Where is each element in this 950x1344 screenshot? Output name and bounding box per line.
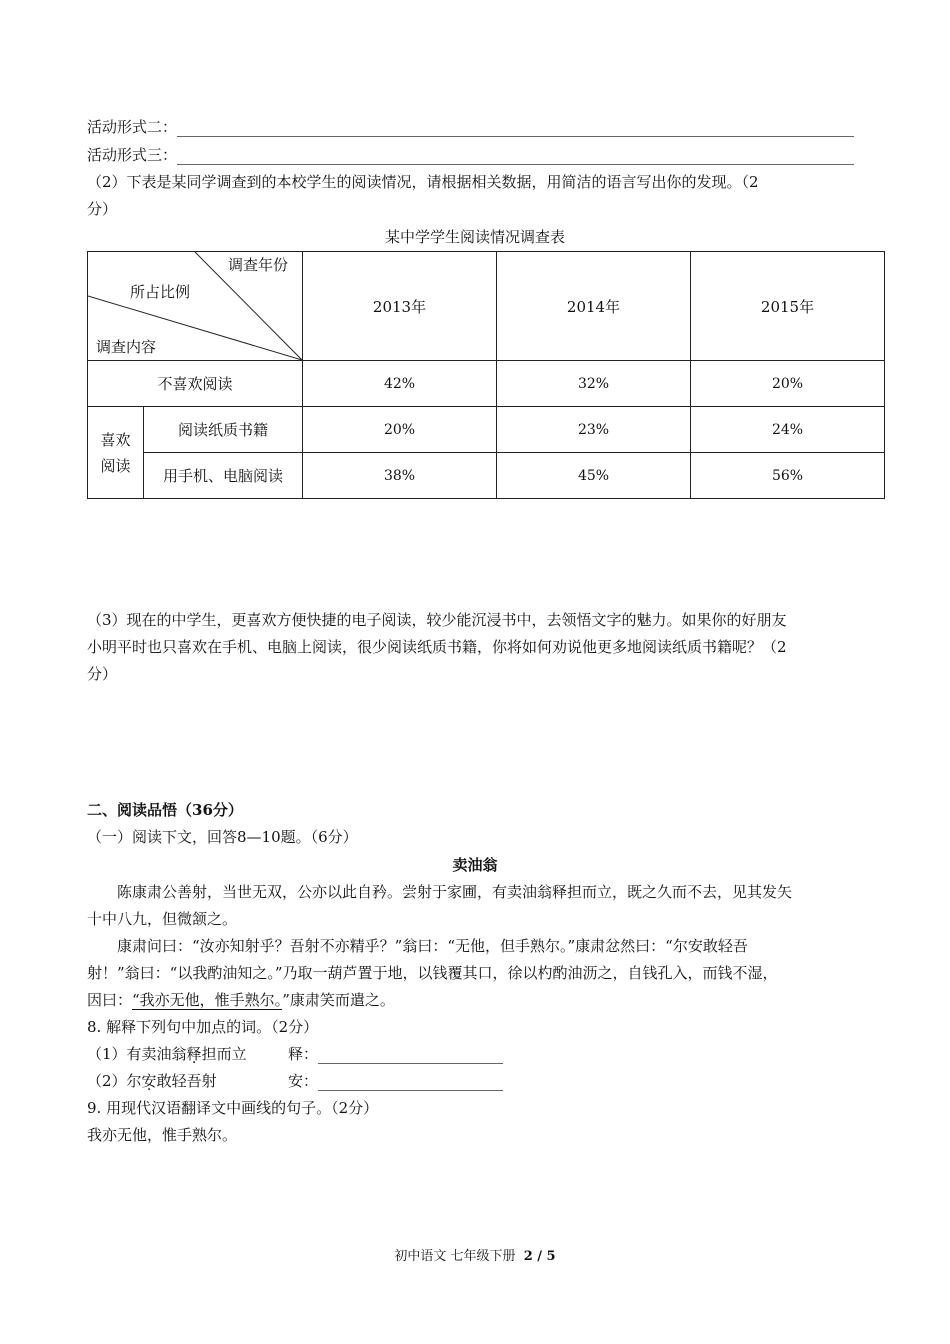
paper-2014: 23%: [497, 407, 691, 453]
year-2013: 2013年: [303, 252, 497, 361]
passage-title: 卖油翁: [452, 856, 498, 874]
activity-form-3-label: 活动形式三：: [87, 146, 178, 164]
digital-2014: 45%: [497, 453, 691, 499]
question-2-line-1: （2）下表是某同学调查到的本校学生的阅读情况，请根据相关数据，用简洁的语言写出你的发现。（2: [87, 173, 759, 191]
q8-item-1-dotted-word: 释: [186, 1045, 202, 1063]
year-2015: 2015年: [691, 252, 885, 361]
activity-form-3: [87, 145, 854, 165]
header-proportion: 所占比例: [130, 283, 191, 301]
footer-page-number: 2 / 5: [523, 1249, 556, 1264]
passage-p2-line-1: 康肃问曰：“汝亦知射乎？吾射不亦精乎？”翁曰：“无他，但手熟尔。”康肃忿然曰：“尔安敢轻吾: [117, 937, 748, 955]
question-3-line-1: （3）现在的中学生，更喜欢方便快捷的电子阅读，较少能沉浸书中，去领悟文字的魅力。如果你的好朋友: [87, 611, 787, 629]
dislike-2015: 20%: [691, 361, 885, 407]
header-survey-year: 调查年份: [228, 256, 289, 274]
digital-2013: 38%: [303, 453, 497, 499]
question-3-line-3: 分）: [87, 665, 118, 683]
activity-form-3-answer-line[interactable]: [177, 148, 854, 165]
q8-item-1-post: 担而立: [201, 1045, 247, 1063]
survey-table: [87, 251, 885, 499]
q8-item-2-post: 敢轻吾射: [156, 1072, 217, 1090]
question-8-item-2-answer: [288, 1071, 503, 1091]
q8-item-1-label: 释：: [288, 1045, 319, 1063]
activity-form-2-label: 活动形式二：: [87, 118, 178, 136]
q8-item-2-label: 安：: [288, 1072, 319, 1090]
activity-form-2-answer-line[interactable]: [177, 120, 854, 137]
paper-2015: 24%: [691, 407, 885, 453]
question-3-line-2: 小明平时也只喜欢在手机、电脑上阅读，很少阅读纸质书籍，你将如何劝说他更多地阅读纸质书籍呢？（2: [87, 638, 787, 656]
question-9-prompt: 9. 用现代汉语翻译文中画线的句子。（2分）: [87, 1099, 379, 1117]
table-title: 某中学学生阅读情况调查表: [384, 228, 565, 246]
underlined-sentence: “我亦无他，惟手熟尔。: [132, 991, 283, 1009]
digital-2015: 56%: [691, 453, 885, 499]
table-row: [88, 407, 885, 453]
section-2-sub-1: （一）阅读下文，回答8—10题。（6分）: [87, 828, 358, 846]
footer-subject: 初中语文 七年级下册: [394, 1249, 516, 1264]
q8-item-2-dotted-word: 安: [141, 1072, 157, 1090]
activity-form-2: [87, 117, 854, 137]
header-survey-content: 调查内容: [96, 338, 157, 356]
q8-item-1-answer-line[interactable]: [318, 1047, 503, 1064]
dislike-2013: 42%: [303, 361, 497, 407]
page-footer: [0, 1247, 950, 1267]
question-2-line-2: 分）: [87, 200, 118, 218]
passage-p2-line-3-prefix: 因曰：: [87, 991, 133, 1009]
table-diagonal-header: [88, 252, 303, 361]
q8-item-1-pre: （1）有卖油翁: [87, 1045, 187, 1063]
passage-p2-line-3-suffix: ”康肃笑而遣之。: [282, 991, 395, 1009]
passage-p1-line-2: 十中八九，但微颔之。: [87, 910, 238, 928]
passage-p2-line-2: 射！”翁曰：“以我酌油知之。”乃取一葫芦置于地，以钱覆其口，徐以杓酌油沥之，自钱孔入，而钱不湿，: [87, 964, 778, 982]
question-8-item-2: [87, 1071, 217, 1091]
year-2014: 2014年: [497, 252, 691, 361]
dislike-reading-label: 不喜欢阅读: [88, 361, 303, 407]
table-row: [88, 361, 885, 407]
table-row: [88, 453, 885, 499]
q8-item-2-answer-line[interactable]: [318, 1074, 503, 1091]
passage-p1-line-1: 陈康肃公善射，当世无双，公亦以此自矜。尝射于家圃，有卖油翁释担而立，既之久而不去，见其发矢: [117, 883, 793, 901]
question-9-sentence: 我亦无他，惟手熟尔。: [87, 1126, 238, 1144]
like-reading-label: 喜欢阅读: [88, 407, 144, 499]
digital-reading-label: 用手机、电脑阅读: [144, 453, 303, 499]
dislike-2014: 32%: [497, 361, 691, 407]
question-8-item-1: [87, 1044, 247, 1064]
paper-2013: 20%: [303, 407, 497, 453]
passage-p2-line-3: [87, 990, 395, 1010]
question-8-item-1-answer: [288, 1044, 503, 1064]
section-2-heading: 二、阅读品悟（36分）: [87, 801, 243, 819]
q8-item-2-pre: （2）尔: [87, 1072, 142, 1090]
paper-books-label: 阅读纸质书籍: [144, 407, 303, 453]
question-8-prompt: 8. 解释下列句中加点的词。（2分）: [87, 1018, 319, 1036]
